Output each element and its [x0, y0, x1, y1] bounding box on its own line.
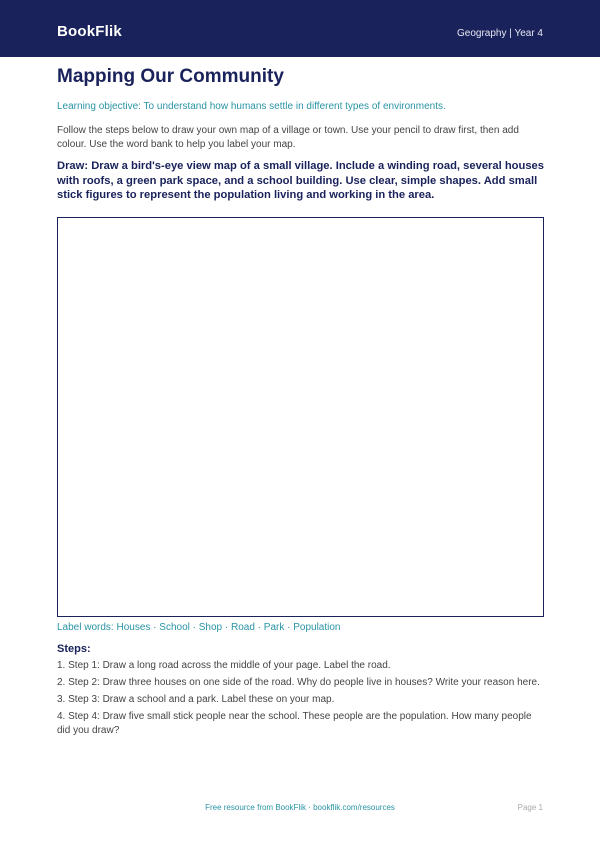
page-header: [0, 0, 600, 57]
step-item: 2. Step 2: Draw three houses on one side of the road. Why do people live in houses? Write your reason here.: [57, 677, 540, 688]
page-title: Mapping Our Community: [57, 66, 284, 87]
step-item: 3. Step 3: Draw a school and a park. Label these on your map.: [57, 694, 335, 705]
intro-text: Follow the steps below to draw your own map of a village or town. Use your pencil to draw first, then add colour. Use the word bank to help you label your map.: [57, 125, 519, 150]
steps-heading: Steps:: [57, 643, 91, 655]
learning-objective: Learning objective: To understand how humans settle in different types of environments.: [57, 101, 446, 112]
drawing-area[interactable]: [57, 217, 544, 617]
step-item: 1. Step 1: Draw a long road across the middle of your page. Label the road.: [57, 660, 391, 671]
brand-logo-text: BookFlik: [57, 23, 122, 40]
page-number: Page 1: [517, 803, 543, 812]
draw-prompt: Draw: Draw a bird's-eye view map of a small village. Include a winding road, several houses with roofs, a green park space, and a school building. Use clear, simple shapes. Add small stick figures to represent the population living and working in the area.: [57, 160, 544, 201]
subject-year-label: Geography | Year 4: [457, 28, 543, 39]
word-bank: Label words: Houses · School · Shop · Road · Park · Population: [57, 622, 341, 633]
footer-credit-link[interactable]: Free resource from BookFlik · bookflik.com/resources: [205, 803, 395, 812]
steps-list: [57, 659, 541, 741]
step-item: 4. Step 4: Draw five small stick people near the school. These people are the population. How many people did you draw?: [57, 711, 532, 736]
